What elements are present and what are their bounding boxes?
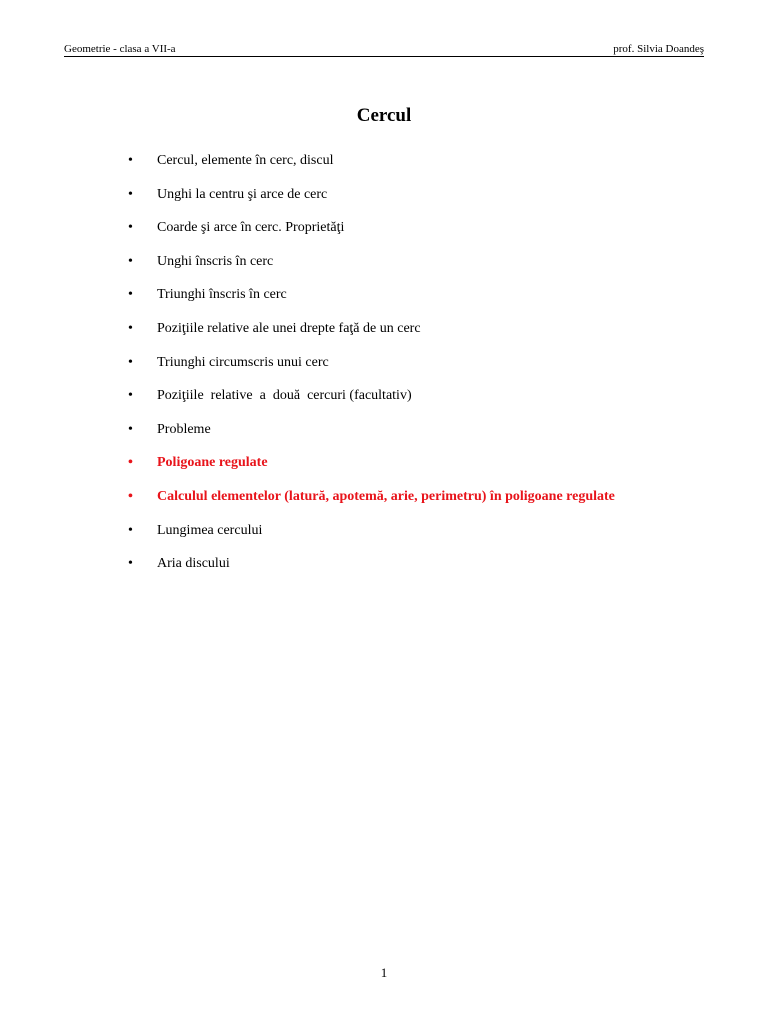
bullet-icon: • bbox=[128, 556, 133, 572]
list-item-text: Triunghi înscris în cerc bbox=[157, 287, 287, 303]
list-item bbox=[126, 352, 706, 386]
bullet-icon: • bbox=[128, 287, 133, 303]
list-item-text: Poziţiile relative ale unei drepte faţă de un cerc bbox=[157, 320, 421, 336]
list-item-text: Poziţiile relative a două cercuri (facultativ) bbox=[157, 388, 412, 404]
list-item-text: Calculul elementelor (latură, apotemă, arie, perimetru) în poligoane regulate bbox=[157, 488, 615, 504]
list-item bbox=[126, 150, 706, 184]
list-item-text: Lungimea cercului bbox=[157, 522, 263, 538]
list-item bbox=[126, 251, 706, 285]
bullet-icon: • bbox=[128, 320, 133, 336]
list-item bbox=[126, 217, 706, 251]
list-item bbox=[126, 419, 706, 453]
header-subject: Geometrie - clasa a VII-a bbox=[64, 43, 176, 55]
list-item-text: Coarde şi arce în cerc. Proprietăţi bbox=[157, 220, 345, 236]
bullet-icon: • bbox=[128, 455, 133, 471]
bullet-icon: • bbox=[128, 522, 133, 538]
bullet-icon: • bbox=[128, 388, 133, 404]
document-title: Cercul bbox=[356, 105, 412, 126]
list-item bbox=[126, 385, 706, 419]
list-item-text: Unghi la centru şi arce de cerc bbox=[157, 186, 328, 202]
list-item bbox=[126, 520, 706, 554]
list-item-text: Poligoane regulate bbox=[157, 455, 268, 471]
bullet-icon: • bbox=[128, 220, 133, 236]
list-item bbox=[126, 452, 706, 486]
list-item-text: Unghi înscris în cerc bbox=[157, 253, 274, 269]
list-item bbox=[126, 284, 706, 318]
bullet-icon: • bbox=[128, 488, 133, 504]
bullet-icon: • bbox=[128, 186, 133, 202]
list-item bbox=[126, 486, 706, 520]
list-item bbox=[126, 318, 706, 352]
list-item-text: Cercul, elemente în cerc, discul bbox=[157, 153, 334, 168]
topics-list bbox=[126, 150, 706, 587]
list-item bbox=[126, 184, 706, 218]
bullet-icon: • bbox=[128, 421, 133, 437]
list-item bbox=[126, 553, 706, 587]
bullet-icon: • bbox=[128, 153, 133, 168]
bullet-icon: • bbox=[128, 253, 133, 269]
page-header bbox=[64, 42, 704, 57]
bullet-icon: • bbox=[128, 354, 133, 370]
list-item-text: Probleme bbox=[157, 421, 211, 437]
header-author: prof. Silvia Doandeş bbox=[613, 43, 704, 55]
list-item-text: Aria discului bbox=[157, 556, 230, 572]
page-number: 1 bbox=[380, 965, 388, 980]
list-item-text: Triunghi circumscris unui cerc bbox=[157, 354, 329, 370]
